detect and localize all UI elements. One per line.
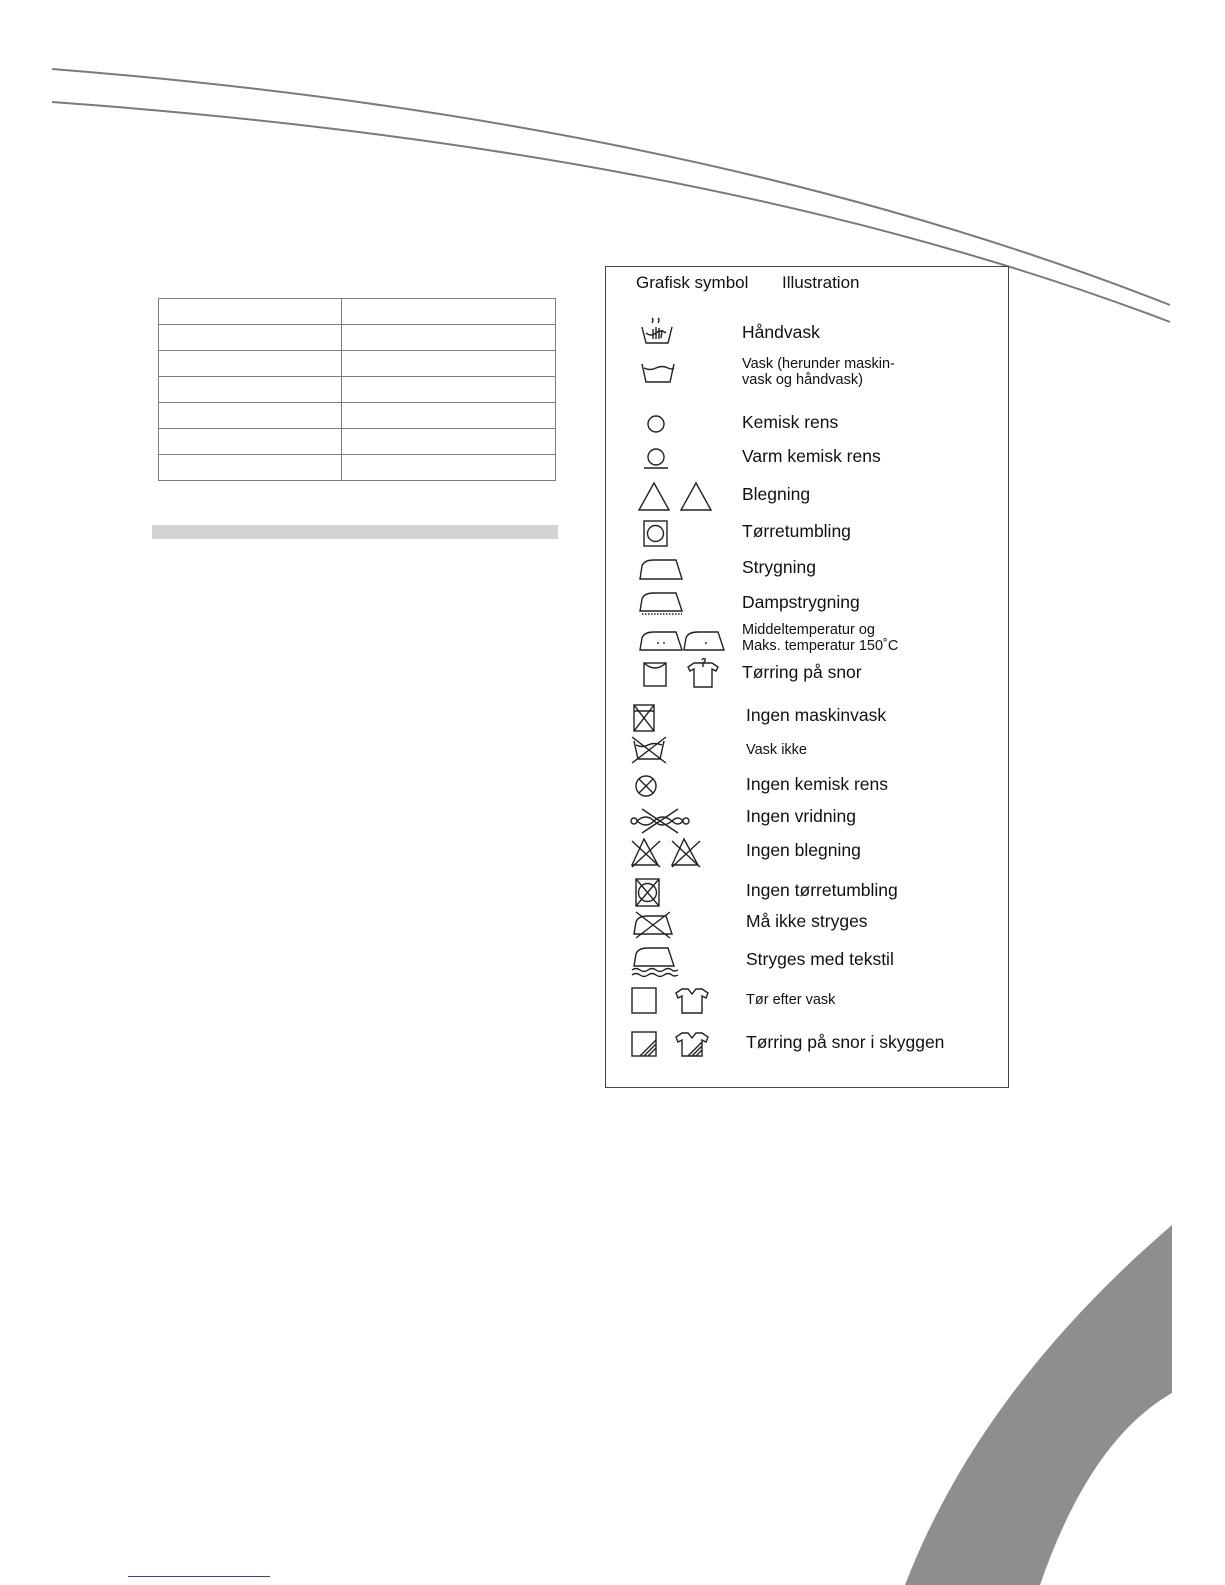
label-wash-line1: Vask (herunder maskin- xyxy=(742,356,895,372)
label-hand-wash: Håndvask xyxy=(742,322,820,342)
header-symbol: Grafisk symbol xyxy=(636,273,749,292)
footer-link-underline xyxy=(128,1576,270,1577)
table-row xyxy=(159,429,556,455)
label-no-wring: Ingen vridning xyxy=(746,806,856,826)
list-item xyxy=(606,1027,1008,1063)
care-symbol-legend xyxy=(605,266,1009,1088)
label-no-bleach: Ingen blegning xyxy=(746,840,861,860)
iron-icon xyxy=(606,552,736,588)
label-iron-with-cloth: Stryges med tekstil xyxy=(746,949,894,969)
list-item xyxy=(606,441,1008,477)
tumble-dry-icon xyxy=(606,516,736,552)
bottom-right-swoosh xyxy=(905,1225,1172,1585)
list-item xyxy=(606,657,1008,693)
steam-iron-icon xyxy=(606,587,736,623)
table-row xyxy=(159,325,556,351)
list-item xyxy=(606,479,1008,515)
bleach-triangle-icon xyxy=(606,479,736,515)
label-dry-clean: Kemisk rens xyxy=(742,412,839,432)
label-tumble-dry: Tørretumbling xyxy=(742,521,851,541)
table-row xyxy=(159,299,556,325)
label-warm-dry-clean: Varm kemisk rens xyxy=(742,446,881,466)
hand-wash-icon xyxy=(606,317,736,353)
label-do-not-wash: Vask ikke xyxy=(746,742,807,758)
no-machine-wash-icon xyxy=(606,700,736,736)
table-row xyxy=(159,377,556,403)
label-line-dry-shade: Tørring på snor i skyggen xyxy=(746,1032,945,1052)
iron-medium-temp-icon xyxy=(606,622,736,658)
warm-dry-clean-icon xyxy=(606,441,736,477)
list-item xyxy=(606,906,1008,942)
list-item xyxy=(606,835,1008,871)
list-item xyxy=(606,622,1008,658)
label-dry-after-wash: Tør efter vask xyxy=(746,992,836,1008)
table-row xyxy=(159,403,556,429)
line-dry-shade-icon xyxy=(606,1027,736,1063)
dry-clean-icon xyxy=(606,407,736,443)
table-row xyxy=(159,455,556,481)
list-item xyxy=(606,356,1008,392)
list-item xyxy=(606,552,1008,588)
list-item xyxy=(606,516,1008,552)
label-line-dry: Tørring på snor xyxy=(742,662,862,682)
list-item xyxy=(606,944,1008,980)
dry-after-wash-icon xyxy=(606,983,736,1019)
list-item xyxy=(606,733,1008,769)
empty-table xyxy=(158,298,556,481)
label-no-machine-wash: Ingen maskinvask xyxy=(746,705,887,725)
list-item xyxy=(606,407,1008,443)
do-not-iron-icon xyxy=(606,906,736,942)
label-bleach: Blegning xyxy=(742,484,811,504)
list-item xyxy=(606,700,1008,736)
list-item xyxy=(606,803,1008,839)
list-item xyxy=(606,317,1008,353)
label-no-dry-clean: Ingen kemisk rens xyxy=(746,774,889,794)
no-dry-clean-icon xyxy=(606,769,736,805)
no-bleach-icon xyxy=(606,835,736,871)
label-no-tumble-dry: Ingen tørretumbling xyxy=(746,880,898,900)
label-medium-temp-line1: Middeltemperatur og xyxy=(742,622,875,638)
label-do-not-iron: Må ikke stryges xyxy=(746,911,868,931)
wash-tub-icon xyxy=(606,356,736,392)
iron-with-cloth-icon xyxy=(606,944,736,980)
label-steam-iron: Dampstrygning xyxy=(742,592,860,612)
section-heading-bar xyxy=(152,525,558,539)
table-row xyxy=(159,351,556,377)
label-medium-temp-line2: Maks. temperatur 150˚C xyxy=(742,638,899,654)
no-wring-icon xyxy=(606,803,736,839)
list-item xyxy=(606,983,1008,1019)
label-iron: Strygning xyxy=(742,557,816,577)
list-item xyxy=(606,587,1008,623)
do-not-wash-icon xyxy=(606,733,736,769)
header-illustration: Illustration xyxy=(782,273,860,292)
label-wash-line2: vask og håndvask) xyxy=(742,372,863,388)
list-item xyxy=(606,769,1008,805)
line-dry-icon xyxy=(606,657,736,693)
